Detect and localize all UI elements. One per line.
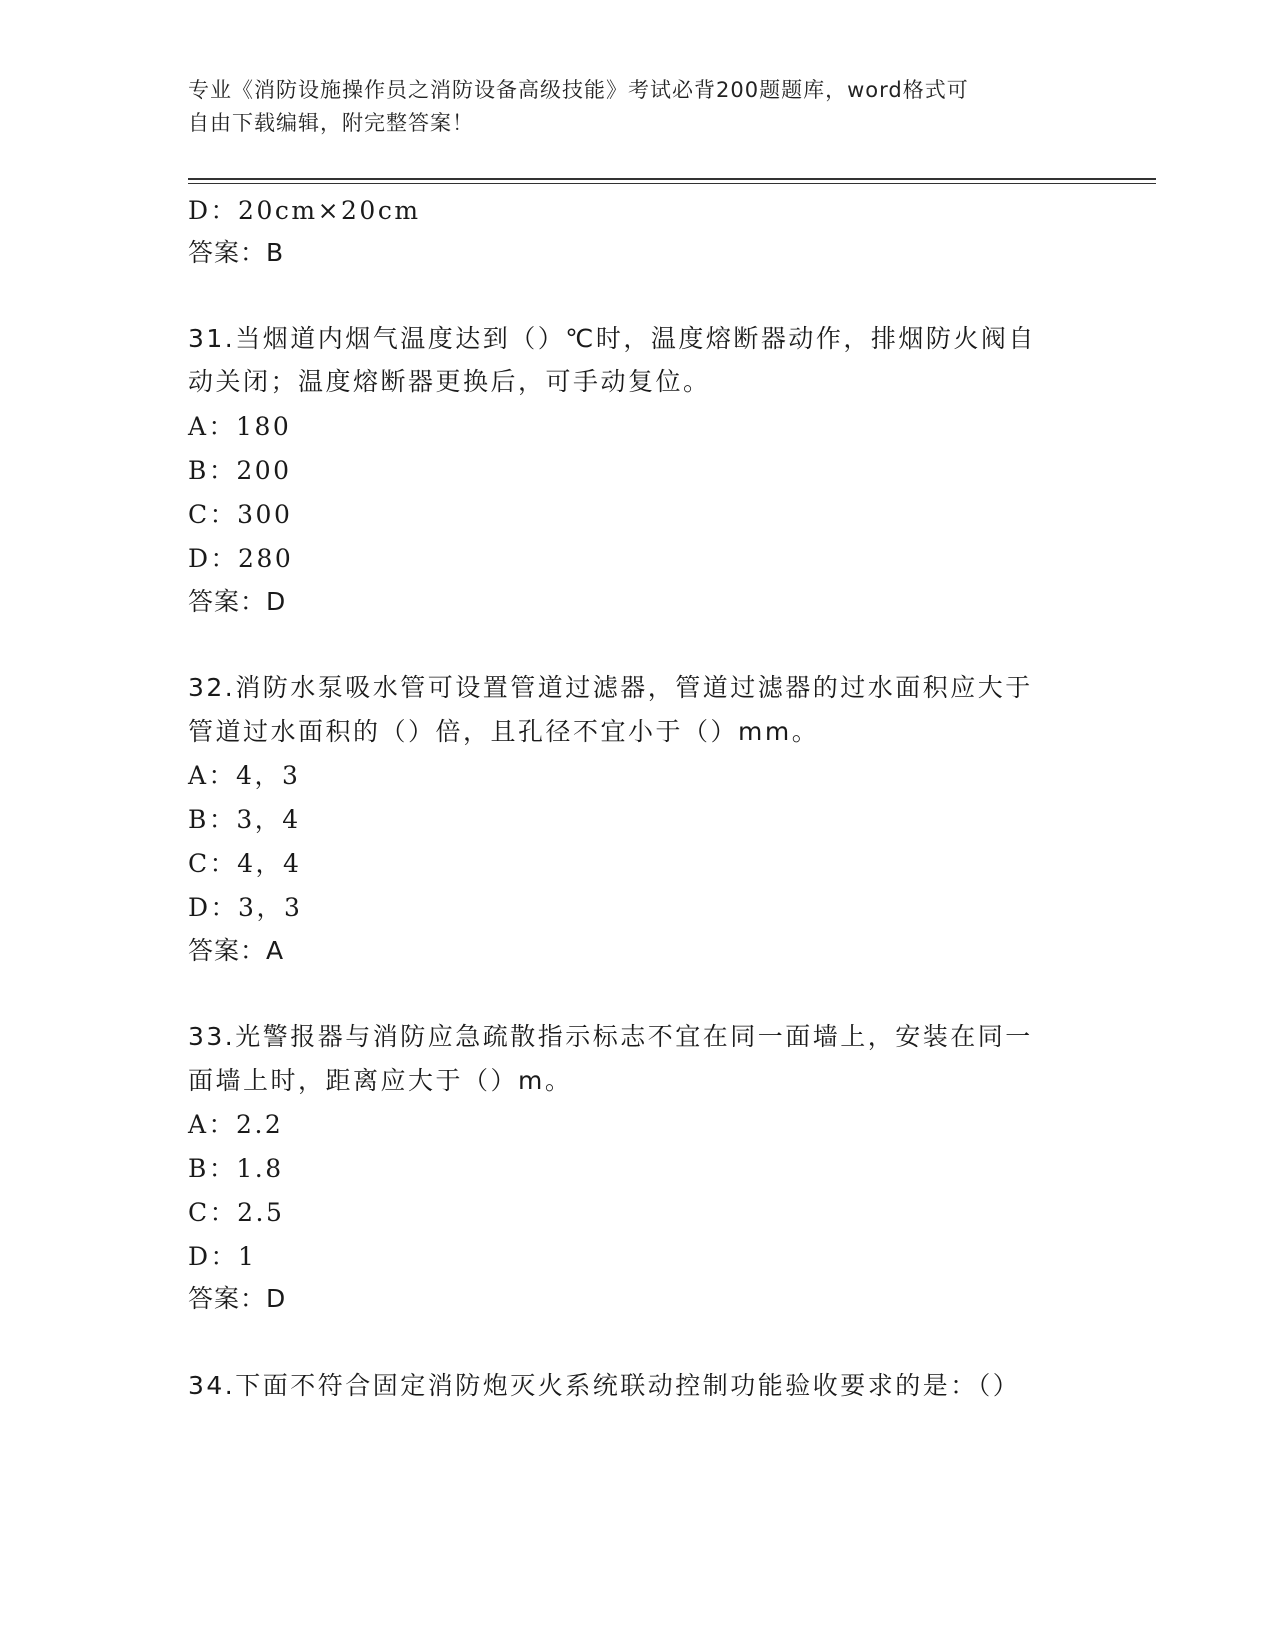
question-33-option-a: A：2.2 — [188, 1110, 284, 1139]
question-32-line-1: 32.消防水泵吸水管可设置管道过滤器，管道过滤器的过水面积应大于 — [188, 673, 1033, 702]
question-31-line-1: 31.当烟道内烟气温度达到（）℃时，温度熔断器动作，排烟防火阀自 — [188, 324, 1036, 353]
document-header — [188, 74, 1068, 140]
question-31-option-b: B：200 — [188, 456, 292, 485]
question-32-option-a: A：4，3 — [188, 761, 301, 790]
question-32-option-b: B：3，4 — [188, 805, 301, 834]
question-33-line-1: 33.光警报器与消防应急疏散指示标志不宜在同一面墙上，安装在同一 — [188, 1022, 1033, 1051]
question-33-option-d: D：1 — [188, 1242, 257, 1271]
question-32-option-d: D：3，3 — [188, 893, 303, 922]
question-31-option-d: D：280 — [188, 544, 294, 573]
question-32-option-c: C：4，4 — [188, 849, 302, 878]
header-line-2: 自由下载编辑，附完整答案！ — [188, 111, 474, 135]
question-31-option-a: A：180 — [188, 412, 292, 441]
header-divider-thin — [188, 183, 1156, 184]
question-33-line-2: 面墙上时，距离应大于（）m。 — [188, 1066, 573, 1095]
question-33-answer: 答案：D — [188, 1284, 287, 1313]
question-34-line-1: 34.下面不符合固定消防炮灭火系统联动控制功能验收要求的是：（） — [188, 1371, 1021, 1400]
question-32-answer: 答案：A — [188, 936, 285, 965]
prev-option-d: D：20cm×20cm — [188, 196, 421, 225]
header-line-1: 专业《消防设施操作员之消防设备高级技能》考试必背200题题库，word格式可 — [188, 78, 969, 102]
question-31-line-2: 动关闭；温度熔断器更换后，可手动复位。 — [188, 367, 711, 396]
header-divider-thick — [188, 178, 1156, 180]
prev-answer: 答案：B — [188, 238, 285, 267]
question-32-line-2: 管道过水面积的（）倍，且孔径不宜小于（）mm。 — [188, 717, 820, 746]
question-31-answer: 答案：D — [188, 587, 287, 616]
question-33-option-b: B：1.8 — [188, 1154, 284, 1183]
question-31-option-c: C：300 — [188, 500, 293, 529]
question-33-option-c: C：2.5 — [188, 1198, 285, 1227]
